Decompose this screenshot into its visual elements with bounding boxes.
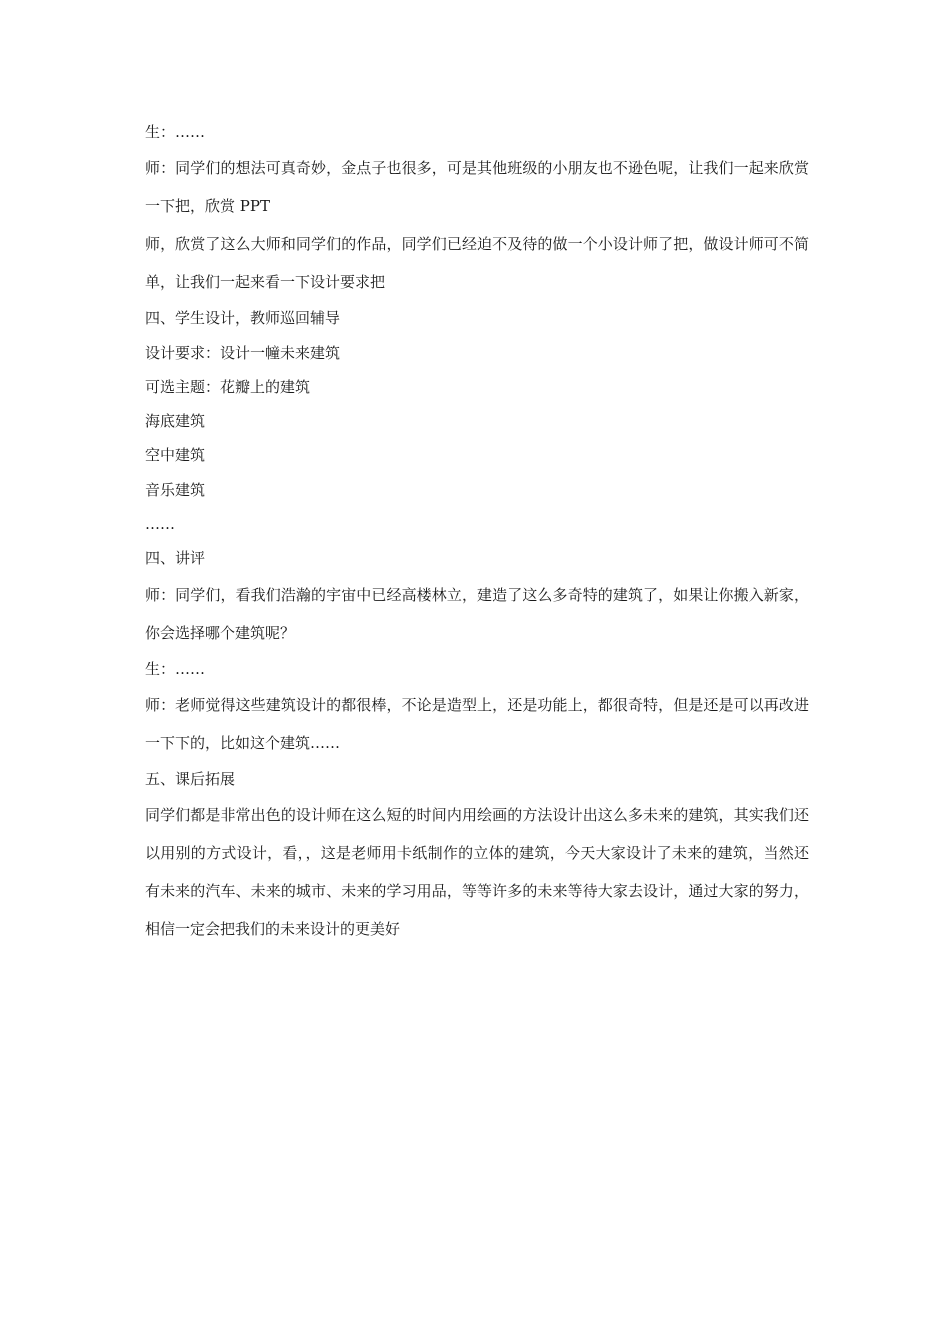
theme-option: 海底建筑 [145,412,206,431]
dialogue-teacher: 师，欣赏了这么大师和同学们的作品，同学们已经迫不及待的做一个小设计师了把，做设计师可不简单，让我们一起来看一下设计要求把 [145,235,809,292]
dialogue-student: 生：…… [145,123,206,141]
dialogue-teacher: 师：同学们，看我们浩瀚的宇宙中已经高楼林立，建造了这么多奇特的建筑了，如果让你搬入新家，你会选择哪个建筑呢？ [145,585,809,642]
design-requirement: 设计要求：设计一幢未来建筑 [145,343,341,362]
ellipsis: …… [145,515,175,534]
section-heading: 五、课后拓展 [145,769,236,788]
dialogue-teacher: 师：老师觉得这些建筑设计的都很棒，不论是造型上，还是功能上，都很奇特，但是还是可以再改进一下下的，比如这个建筑…… [145,695,809,752]
section-heading: 四、学生设计，教师巡回辅导 [145,309,341,328]
theme-option: 空中建筑 [145,446,206,465]
section-heading: 四、讲评 [145,549,206,568]
theme-option: 音乐建筑 [145,480,206,499]
theme-option: 可选主题：花瓣上的建筑 [145,377,311,396]
dialogue-teacher: 师：同学们的想法可真奇妙，金点子也很多，可是其他班级的小朋友也不逊色呢，让我们一起来欣赏一下把，欣赏 PPT [145,159,809,216]
body-paragraph: 同学们都是非常出色的设计师在这么短的时间内用绘画的方法设计出这么多未来的建筑，其实我们还以用别的方式设计，看，，这是老师用卡纸制作的立体的建筑，今天大家设计了未来的建筑，当然还有未来的汽车、未来的城市、未来的学习用品，等等许多的未来等待大家去设计，通过大家的努力，相信一定会把我们的未来设计的更美好 [145,806,809,939]
document-page [145,117,809,948]
dialogue-student: 生：…… [145,659,206,678]
